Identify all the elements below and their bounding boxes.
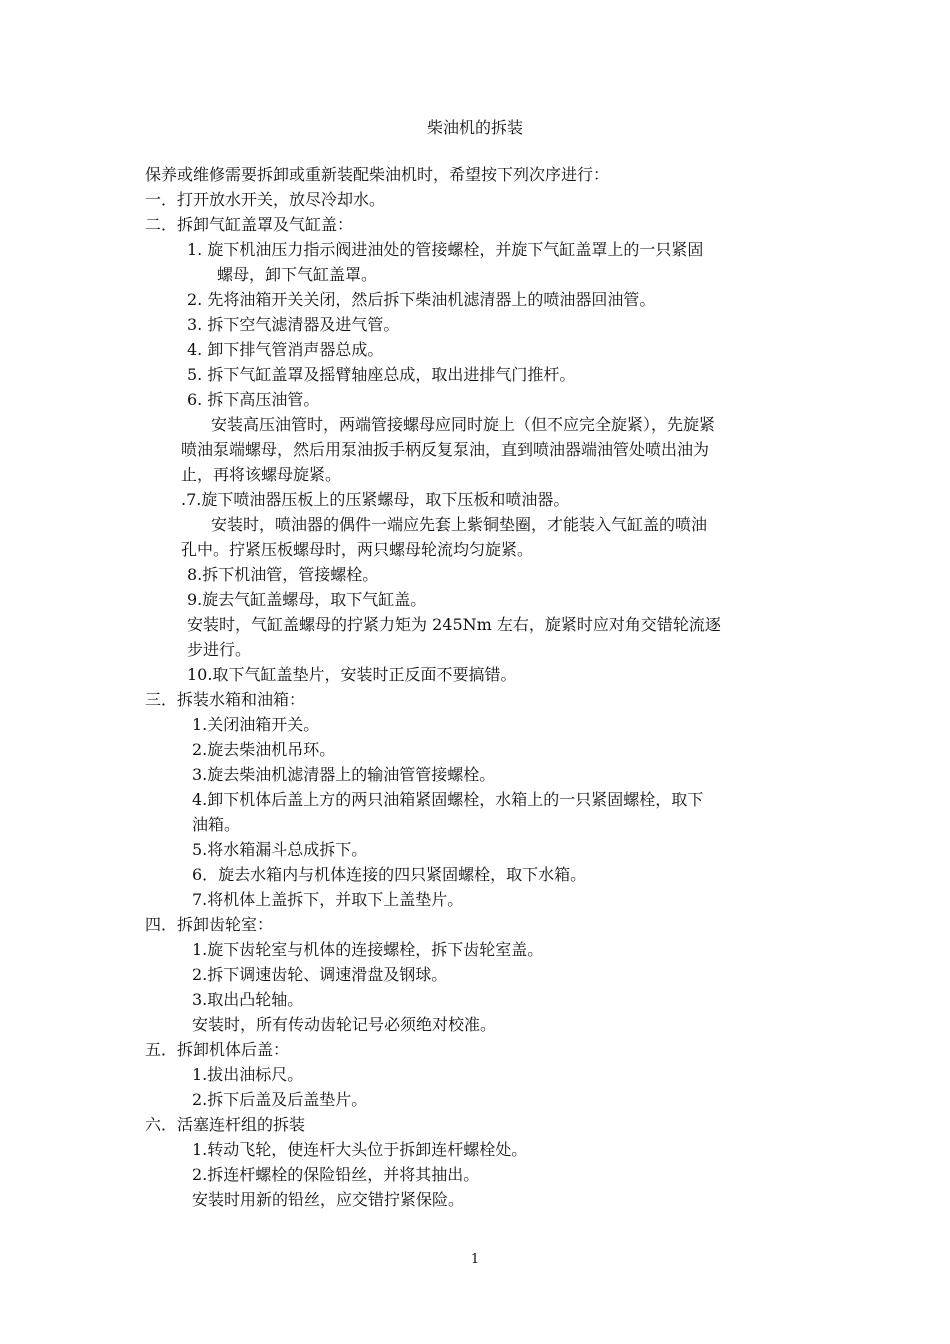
text-line: 1.拔出油标尺。	[192, 1065, 304, 1084]
text-line: 一．打开放水开关，放尽冷却水。	[145, 190, 386, 209]
text-line: 6. 拆下高压油管。	[187, 390, 320, 409]
text-line: 2.旋去柴油机吊环。	[192, 740, 336, 759]
text-line: 步进行。	[187, 640, 252, 659]
text-line: 保养或维修需要拆卸或重新装配柴油机时，希望按下列次序进行：	[145, 165, 610, 184]
page-number: 1	[470, 1252, 480, 1267]
text-line: 1. 旋下机油压力指示阀进油处的管接螺栓，并旋下气缸盖罩上的一只紧固	[187, 240, 704, 259]
text-line: 止，再将该螺母旋紧。	[181, 465, 342, 484]
text-line: 6．旋去水箱内与机体连接的四只紧固螺栓，取下水箱。	[192, 865, 587, 884]
text-line: 3.旋去柴油机滤清器上的输油管管接螺栓。	[192, 765, 496, 784]
text-line: 1.关闭油箱开关。	[192, 715, 320, 734]
text-line: 4.卸下机体后盖上方的两只油箱紧固螺栓，水箱上的一只紧固螺栓，取下	[192, 790, 704, 809]
text-line: 10.取下气缸盖垫片，安装时正反面不要搞错。	[187, 665, 517, 684]
text-line: .7.旋下喷油器压板上的压紧螺母，取下压板和喷油器。	[181, 490, 570, 509]
text-line: 5.将水箱漏斗总成拆下。	[192, 840, 368, 859]
text-line: 六．活塞连杆组的拆装	[145, 1115, 306, 1134]
text-line: 2.拆下调速齿轮、调速滑盘及钢球。	[192, 965, 448, 984]
text-line: 5. 拆下气缸盖罩及摇臂轴座总成，取出进排气门推杆。	[187, 365, 576, 384]
text-line: 五．拆卸机体后盖：	[145, 1040, 290, 1059]
text-line: 7.将机体上盖拆下，并取下上盖垫片。	[192, 890, 464, 909]
text-line: 安装时用新的铅丝，应交错拧紧保险。	[192, 1190, 465, 1209]
text-line: 2.拆连杆螺栓的保险铅丝，并将其抽出。	[192, 1165, 480, 1184]
text-line: 2.拆下后盖及后盖垫片。	[192, 1090, 368, 1109]
text-line: 3. 拆下空气滤清器及进气管。	[187, 315, 400, 334]
text-line: 四．拆卸齿轮室：	[145, 915, 274, 934]
text-line: 9.旋去气缸盖螺母，取下气缸盖。	[187, 590, 427, 609]
text-line: 2. 先将油箱开关关闭，然后拆下柴油机滤清器上的喷油器回油管。	[187, 290, 656, 309]
text-line: 喷油泵端螺母，然后用泵油扳手柄反复泵油，直到喷油器端油管处喷出油为	[181, 440, 710, 459]
text-line: 安装时，喷油器的偶件一端应先套上紫铜垫圈，才能装入气缸盖的喷油	[211, 515, 708, 534]
text-line: 3.取出凸轮轴。	[192, 990, 304, 1009]
text-line: 油箱。	[192, 815, 241, 834]
text-line: 二．拆卸气缸盖罩及气缸盖：	[145, 215, 354, 234]
text-line: 螺母，卸下气缸盖罩。	[217, 265, 378, 284]
text-line: 4. 卸下排气管消声器总成。	[187, 340, 384, 359]
text-line: 安装时，气缸盖螺母的拧紧力矩为 245Nm 左右，旋紧时应对角交错轮流逐	[187, 615, 721, 634]
text-line: 安装时，所有传动齿轮记号必须绝对校准。	[192, 1015, 497, 1034]
text-line: 8.拆下机油管，管接螺栓。	[187, 565, 379, 584]
text-line: 孔中。拧紧压板螺母时，两只螺母轮流均匀旋紧。	[181, 540, 534, 559]
text-line: 三．拆装水箱和油箱：	[145, 690, 306, 709]
text-line: 安装高压油管时，两端管接螺母应同时旋上（但不应完全旋紧），先旋紧	[211, 415, 716, 434]
page-title: 柴油机的拆装	[426, 118, 523, 137]
text-line: 1.转动飞轮，使连杆大头位于拆卸连杆螺栓处。	[192, 1140, 528, 1159]
text-line: 1.旋下齿轮室与机体的连接螺栓，拆下齿轮室盖。	[192, 940, 544, 959]
